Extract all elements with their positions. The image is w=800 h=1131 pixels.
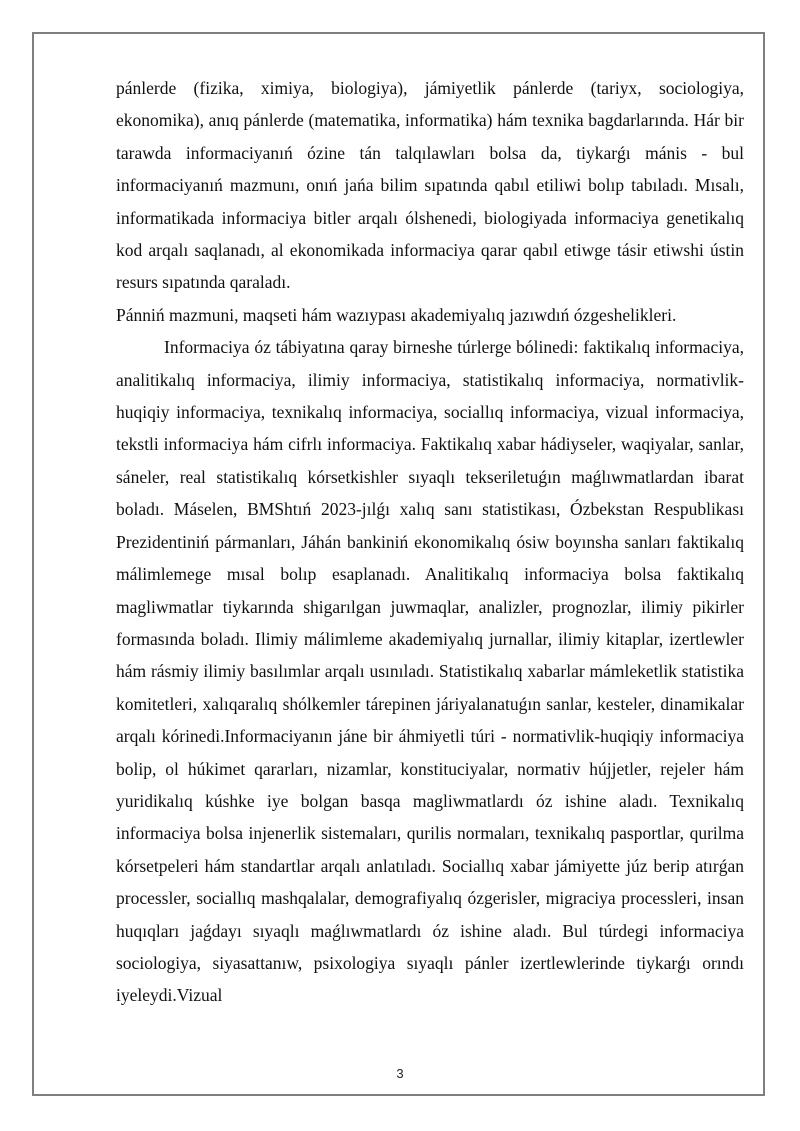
paragraph-continuation: pánlerde (fizika, ximiya, biologiya), jámiyetlik pánlerde (tariyx, sociologiya, ekonomika), anıq pánlerde (matematika, informatika) hám texnika bagdarlarında. Hár bir tarawda informaciyanıń ózine tán talqılawları bolsa da, tiykarǵı mánis - bul informaciyanıń mazmunı, onıń jańa bilim sıpatında qabıl etiliwi bolıp tabıladı. Mısalı, informatikada informaciya bitler arqalı ólshenedi, biologiyada informaciya genetikalıq kod arqalı saqlanadı, al ekonomikada informaciya qarar qabıl etiwge tásir etiwshi ústin resurs sıpatında qaraladı.: [116, 78, 744, 293]
body-text: [116, 72, 744, 1012]
section-heading-line: Pánniń mazmuni, maqseti hám wazıypası akademiyalıq jazıwdıń ózgeshelikleri.: [116, 304, 677, 325]
paragraph-information-types: Informaciya óz tábiyatına qaray birneshe túrlerge bólinedi: faktikalıq informaciya, analitikalıq informaciya, ilimiy informaciya, statistikalıq informaciya, normativlik-huqiqiy informaciya, texnikalıq informaciya, sociallıq informaciya, vizual informaciya, tekstli informaciya hám cifrlı informaciya. Faktikalıq xabar hádiyseler, waqiyalar, sanlar, sáneler, real statistikalıq kórsetkishler sıyaqlı tekseriletuǵın maǵlıwmatlardan ibarat boladı. Máselen, BMShtıń 2023-jılǵı xalıq sanı statistikası, Ózbekstan Respublikası Prezidentiniń pármanları, Jáhán bankiniń ekonomikalıq ósiw boyınsha sanları faktikalıq málimlemege mısal bolıp esaplanadı. Analitikalıq informaciya bolsa faktikalıq magliwmatlar tiykarında shigarılgan juwmaqlar, analizler, prognozlar, ilimiy pikirler formasında boladı. Ilimiy málimleme akademiyalıq jurnallar, ilimiy kitaplar, izertlewler hám rásmiy ilimiy basılımlar arqalı usınıladı. Statistikalıq xabarlar mámleketlik statistika komitetleri, xalıqaralıq shólkemler tárepinen járiyalanatuǵın sanlar, kesteler, dinamikalar arqalı kórinedi.Informaciyanın jáne bir áhmiyetli túri - normativlik-huqiqiy informaciya bolip, ol húkimet qararları, nizamlar, konstituciyalar, normativ hújjetler, rejeler hám yuridikalıq kúshke iye bolgan basqa magliwmatlardı óz ishine aladı. Texnikalıq informaciya bolsa injenerlik sistemaları, qurilis normaları, texnikalıq pasportlar, qurilma kórsetpeleri hám standartlar arqalı anlatıladı. Sociallıq xabar jámiyette júz berip atırǵan processler, sociallıq mashqalalar, demografiyalıq ózgerisler, migraciya processleri, insan huqıqları jaǵdayı sıyaqlı maǵlıwmatlardı óz ishine aladı. Bul túrdegi informaciya sociologiya, siyasattanıw, psixologiya sıyaqlı pánler izertlewlerinde tiykarǵı orındı iyeleydi.Vizual: [116, 337, 744, 1006]
page-number: 3: [396, 1066, 404, 1081]
